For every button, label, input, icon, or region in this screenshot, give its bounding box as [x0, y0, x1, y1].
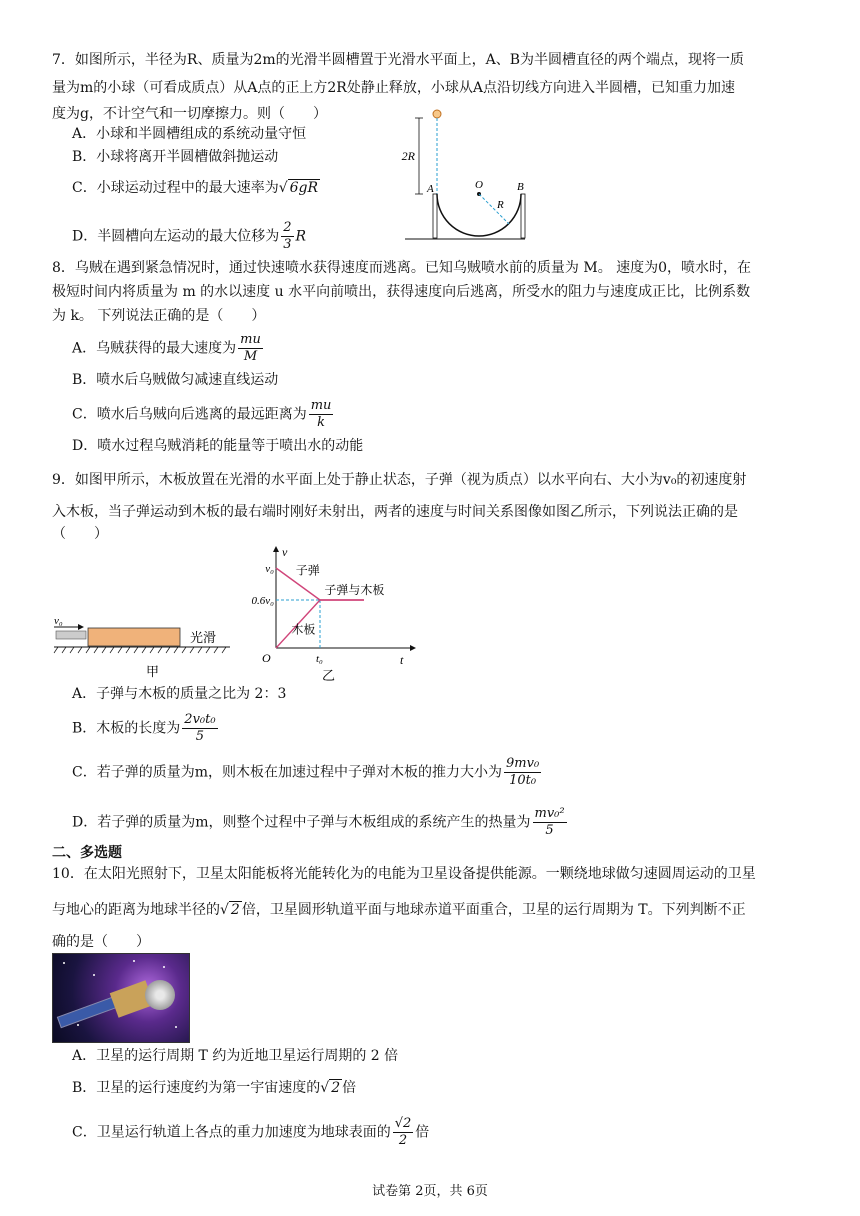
fraction-numerator: 9mv₀ — [506, 756, 540, 771]
y-axis-label: v — [282, 545, 288, 559]
sqrt-radicand: 6gR — [289, 180, 319, 196]
fraction-numerator: mu — [310, 398, 332, 413]
fraction — [281, 220, 293, 253]
series-label-bullet: 子弹 — [295, 563, 320, 578]
fraction-numerator: mv₀² — [534, 806, 565, 821]
q8-line2: 极短时间内将质量为 m 的水以速度 u 水平向前喷出，获得速度向后逃离，所受水的阻力与速度成正比，比例系数 — [52, 284, 751, 300]
q7-option-d-text: D．半圆槽向左运动的最大位移为 — [72, 228, 280, 245]
fraction — [309, 398, 334, 431]
fraction-denominator: k — [317, 415, 326, 430]
q10-option-a: A．卫星的运行周期 T 约为近地卫星运行周期的 2 倍 — [72, 1048, 399, 1064]
q7-line2: 量为m的小球（可看成质点）从A点的正上方2R处静止释放，小球从A点沿切线方向进入半圆槽，已知重力加速 — [52, 80, 735, 96]
q10-line2 — [52, 900, 746, 920]
q10-line1: 10．在太阳光照射下，卫星太阳能板将光能转化为的电能为卫星设备提供能源。一颗绕地球做匀速圆周运动的卫星 — [52, 866, 756, 882]
q10-option-b — [72, 1078, 356, 1098]
q9-option-a: A．子弹与木板的质量之比为 2：3 — [72, 686, 287, 702]
fraction-numerator: 2v₀t₀ — [184, 712, 216, 727]
fraction — [238, 332, 263, 365]
wooden-board — [88, 628, 180, 646]
q10-option-b-text: B．卫星的运行速度约为第一宇宙速度的 — [72, 1080, 321, 1096]
q8-option-a-text: A．乌贼获得的最大速度为 — [72, 340, 237, 357]
fraction-denominator: 3 — [283, 237, 292, 252]
q7-line3: 度为g，不计空气和一切摩擦力。则（ ） — [52, 106, 327, 122]
q10-option-b-suffix: 倍 — [342, 1080, 357, 1096]
section-title-multiple-choice: 二、多选题 — [52, 845, 122, 861]
q7-option-a: A．小球和半圆槽组成的系统动量守恒 — [72, 126, 307, 142]
q8-option-c-text: C．喷水后乌贼向后逃离的最远距离为 — [72, 406, 307, 423]
sqrt-radicand: 2 — [331, 1080, 341, 1096]
sqrt-expression: √ 2 — [220, 902, 240, 918]
q7-option-b: B．小球将离开半圆槽做斜抛运动 — [72, 149, 279, 165]
fraction — [393, 1116, 414, 1149]
label-O: O — [475, 179, 483, 191]
q9-option-d-text: D．若子弹的质量为m，则整个过程中子弹与木板组成的系统产生的热量为 — [72, 814, 531, 831]
q8-option-a — [72, 332, 265, 365]
series-label-board: 木板 — [291, 622, 316, 637]
q10-line3: 确的是（ ） — [52, 934, 150, 950]
label-2R: 2R — [401, 149, 415, 163]
q9-line3: （ ） — [52, 526, 108, 542]
q8-option-b: B．喷水后乌贼做匀减速直线运动 — [72, 372, 279, 388]
semicircle-track — [437, 194, 521, 236]
fraction-denominator: M — [243, 349, 258, 364]
star-icon — [163, 966, 165, 968]
fraction-denominator: 5 — [195, 729, 205, 744]
star-icon — [93, 974, 95, 976]
star-icon — [63, 962, 65, 964]
q9-vt-chart — [248, 544, 418, 684]
page-footer: 试卷第 2页，共 6页 — [372, 1184, 488, 1199]
fraction — [533, 806, 567, 839]
q10-option-c — [72, 1116, 429, 1149]
q7-option-d — [72, 220, 306, 253]
caption-jia: 甲 — [146, 664, 160, 679]
x-axis-label: t — [400, 653, 404, 667]
q9-line1: 9．如图甲所示，木板放置在光滑的水平面上处于静止状态，子弹（视为质点）以水平向右、大小为v₀的初速度射 — [52, 472, 747, 488]
q9-option-b-text: B．木板的长度为 — [72, 720, 181, 737]
label-B: B — [517, 181, 524, 193]
left-wall — [433, 194, 437, 238]
label-R: R — [497, 199, 504, 211]
label-A: A — [427, 183, 434, 195]
label-v0: v₀ — [54, 615, 63, 627]
x-tick-t0: t₀ — [316, 653, 323, 665]
arrow-head-icon — [78, 624, 84, 630]
satellite-image — [52, 953, 190, 1043]
q8-line3: 为 k。 下列说法正确的是（ ） — [52, 308, 266, 324]
y-tick-0.6v0: 0.6v₀ — [251, 595, 274, 607]
q8-line1: 8．乌贼在遇到紧急情况时，通过快速喷水获得速度而逃离。已知乌贼喷水前的质量为 M。 速度为0，喷水时，在 — [52, 260, 752, 276]
q8-option-c — [72, 398, 335, 431]
sqrt-expression: √ 2 — [320, 1080, 341, 1096]
star-icon — [133, 960, 135, 962]
satellite-dish-icon — [145, 980, 175, 1010]
q10-option-c-text: C．卫星运行轨道上各点的重力加速度为地球表面的 — [72, 1124, 391, 1141]
q9-option-d — [72, 806, 569, 839]
q7-option-c — [72, 178, 320, 198]
fraction-numerator: mu — [240, 332, 261, 347]
ball-icon — [433, 110, 441, 118]
q10-line2-suffix: 倍，卫星圆形轨道平面与地球赤道平面重合，卫星的运行周期为 T。下列判断不正 — [241, 902, 746, 918]
fraction — [504, 756, 541, 789]
q9-option-c-text: C．若子弹的质量为m，则木板在加速过程中子弹对木板的推力大小为 — [72, 764, 502, 781]
y-tick-v0: v₀ — [265, 563, 274, 575]
y-axis-arrow-icon — [273, 546, 279, 552]
ground-hatching — [54, 647, 226, 653]
fraction-denominator: 10t₀ — [509, 773, 537, 788]
q8-option-d: D．喷水过程乌贼消耗的能量等于喷出水的动能 — [72, 438, 364, 454]
q7-line1: 7．如图所示，半径为R、质量为2m的光滑半圆槽置于光滑水平面上，A、B为半圆槽直径的两个端点，现将一质 — [52, 52, 745, 68]
q9-line2: 入木板，当子弹运动到木板的最右端时刚好未射出，两者的速度与时间关系图像如图乙所示，下列说法正确的是 — [52, 504, 738, 520]
fraction-denominator: 5 — [545, 823, 554, 838]
x-axis-arrow-icon — [410, 645, 416, 651]
radius-line — [479, 194, 509, 224]
fraction-numerator: 2 — [283, 220, 292, 235]
fraction — [182, 712, 217, 745]
caption-yi: 乙 — [322, 668, 336, 683]
star-icon — [77, 1024, 79, 1026]
q7-halfpipe-figure — [401, 108, 525, 244]
right-wall — [521, 194, 525, 238]
q9-figure-jia — [52, 614, 242, 684]
q9-option-c — [72, 756, 543, 789]
q7-option-d-suffix: R — [295, 228, 307, 245]
q7-option-c-text: C．小球运动过程中的最大速率为 — [72, 180, 279, 196]
q10-line2-text: 与地心的距离为地球半径的 — [52, 902, 220, 918]
q9-option-b — [72, 712, 220, 745]
sqrt-expression: √ 6gR — [278, 180, 319, 196]
annotation-combined: 子弹与木板 — [324, 583, 385, 597]
bullet-icon — [56, 631, 86, 639]
fraction-numerator: √2 — [394, 1116, 412, 1131]
origin-label: O — [262, 651, 271, 665]
star-icon — [175, 1026, 177, 1028]
q10-option-c-suffix: 倍 — [415, 1124, 430, 1141]
fraction-denominator: 2 — [398, 1133, 408, 1148]
label-smooth: 光滑 — [190, 630, 217, 645]
solar-panel-icon — [57, 996, 119, 1028]
sqrt-radicand: 2 — [230, 902, 240, 918]
